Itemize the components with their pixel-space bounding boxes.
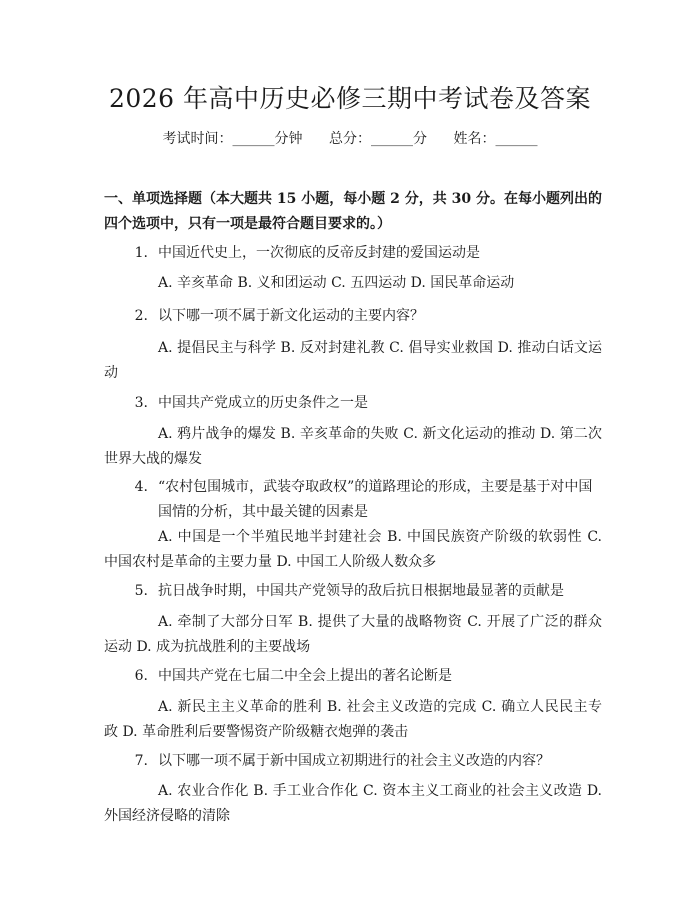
question-text: 中国共产党成立的历史条件之一是 [158,395,368,411]
question-options: A. 鸦片战争的爆发 B. 辛亥革命的失败 C. 新文化运动的推动 D. 第二次世界大战的爆发 [104,426,602,467]
question-number: 4. [134,479,148,495]
question-number: 2. [134,308,148,324]
question-stem [104,664,602,689]
question-stem [104,241,602,266]
total-score-field: 总分：______分 [329,131,427,147]
page-title: 2026 年高中历史必修三期中考试卷及答案 [108,84,592,113]
question-number: 6. [134,668,148,684]
question-text: 抗日战争时期，中国共产党领导的敌后抗日根据地最显著的贡献是 [158,583,564,599]
question-stem [104,579,602,604]
question-text: 以下哪一项不属于新中国成立初期进行的社会主义改造的内容？ [158,753,550,769]
question-number: 3. [134,395,148,411]
question-stem [104,749,602,774]
question-text: 中国近代史上，一次彻底的反帝反封建的爱国运动是 [158,245,480,261]
student-name-field: 姓名：______ [453,131,538,147]
question-text: 中国共产党在七届二中全会上提出的著名论断是 [158,668,452,684]
question-options: A. 提倡民主与科学 B. 反对封建礼教 C. 倡导实业救国 D. 推动白话文运动 [104,340,602,381]
question-text: “农村包围城市，武装夺取政权”的道路理论的形成，主要是基于对中国国情的分析，其中最关键的因素是 [158,479,593,520]
section-heading: 一、单项选择题（本大题共 15 小题，每小题 2 分，共 30 分。在每小题列出的四个选项中，只有一项是最符合题目要求的。） [104,191,602,232]
question-options: A. 新民主主义革命的胜利 B. 社会主义改造的完成 C. 确立人民民主专政 D. 革命胜利后要警惕资产阶级糖衣炮弹的袭击 [104,699,602,740]
exam-meta [0,128,700,150]
question-number: 5. [134,583,148,599]
question-options: A. 中国是一个半殖民地半封建社会 B. 中国民族资产阶级的软弱性 C. 中国农村是革命的主要力量 D. 中国工人阶级人数众多 [104,529,602,570]
question-stem [104,391,602,416]
question-stem [104,475,602,525]
exam-time-field: 考试时间：______分钟 [162,131,303,147]
question-number: 1. [134,245,148,261]
question-stem [104,304,602,329]
question-number: 7. [134,753,148,769]
question-options: A. 牵制了大部分日军 B. 提供了大量的战略物资 C. 开展了广泛的群众运动 D. 成为抗战胜利的主要战场 [104,614,602,655]
question-text: 以下哪一项不属于新文化运动的主要内容？ [158,308,424,324]
question-options: A. 农业合作化 B. 手工业合作化 C. 资本主义工商业的社会主义改造 D. 外国经济侵略的清除 [104,783,602,824]
question-options: A. 辛亥革命 B. 义和团运动 C. 五四运动 D. 国民革命运动 [158,275,515,291]
